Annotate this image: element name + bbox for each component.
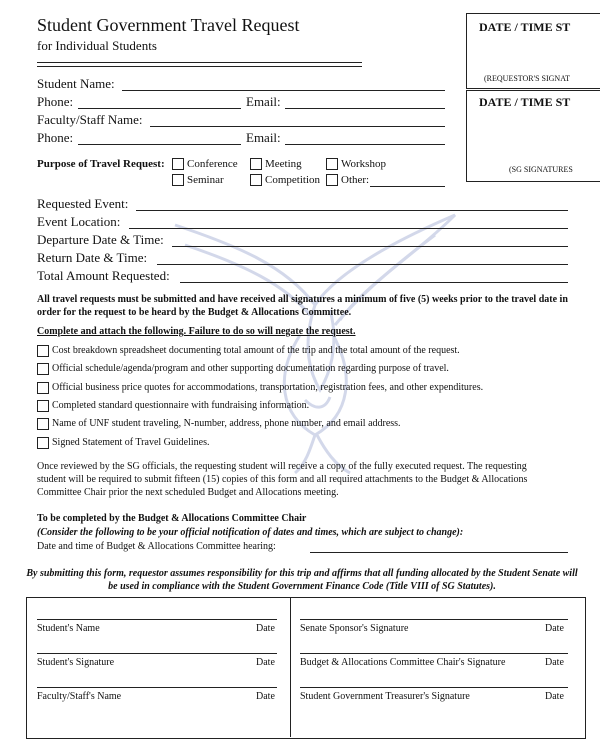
review-paragraph: Once reviewed by the SG officials, the requesting student will receive a copy of the fully executed request. The requesting student will be required to submit fifteen (15) copies of this form and all required attachments to the Budget & Allocations Committee Chair prior the next scheduled Budget and Allocations meeting. (37, 461, 528, 498)
sg-stamp-box (466, 90, 600, 182)
return-field[interactable] (157, 264, 568, 265)
date-label: Date (545, 691, 564, 702)
purpose-workshop-label: Workshop (341, 158, 386, 170)
checklist-item-label: Name of UNF student traveling, N-number, address, phone number, and email address. (52, 418, 401, 429)
faculty-staff-name-field[interactable] (150, 126, 445, 127)
faculty-staff-name-label: Faculty/Staff Name: (37, 112, 143, 127)
departure-field[interactable] (172, 246, 568, 247)
checklist-item-label: Official schedule/agenda/program and other supporting documentation regarding purpose of travel. (52, 363, 449, 374)
hearing-field[interactable] (310, 552, 568, 553)
checklist-item-checkbox[interactable] (37, 363, 49, 375)
signature-divider (290, 597, 291, 737)
purpose-seminar-label: Seminar (187, 174, 224, 186)
title-divider (37, 62, 362, 67)
checklist-item-checkbox[interactable] (37, 437, 49, 449)
purpose-meeting-checkbox[interactable] (250, 158, 262, 170)
checklist-item-label: Official business price quotes for accommodations, transportation, registration fees, and other expenditures. (52, 382, 484, 393)
checklist-item-checkbox[interactable] (37, 400, 49, 412)
sg-stamp-heading: DATE / TIME ST (479, 95, 571, 109)
faculty-staff-name-line[interactable] (37, 687, 277, 688)
checklist-item-label: Signed Statement of Travel Guidelines. (52, 437, 210, 448)
student-name-signature-label: Student's Name (37, 623, 100, 634)
date-label: Date (256, 657, 275, 668)
purpose-competition-label: Competition (265, 174, 320, 186)
phone2-field[interactable] (78, 144, 241, 145)
phone-field[interactable] (78, 108, 241, 109)
date-label: Date (256, 691, 275, 702)
senate-sponsor-signature-line[interactable] (300, 619, 568, 620)
checklist-item-checkbox[interactable] (37, 345, 49, 357)
requested-event-label: Requested Event: (37, 196, 129, 211)
committee-chair-signature-label: Budget & Allocations Committee Chair's Signature (300, 657, 506, 668)
purpose-competition-checkbox[interactable] (250, 174, 262, 186)
committee-heading: To be completed by the Budget & Allocations Committee Chair (37, 513, 307, 524)
phone2-label: Phone: (37, 130, 74, 145)
form-subtitle: for Individual Students (37, 38, 157, 53)
event-location-label: Event Location: (37, 214, 121, 229)
purpose-other-checkbox[interactable] (326, 174, 338, 186)
committee-chair-signature-line[interactable] (300, 653, 568, 654)
departure-label: Departure Date & Time: (37, 232, 164, 247)
requestor-stamp-box (466, 13, 600, 89)
faculty-staff-name-signature-label: Faculty/Staff's Name (37, 691, 122, 702)
purpose-other-field[interactable] (370, 186, 445, 187)
hearing-label: Date and time of Budget & Allocations Committee hearing: (37, 541, 276, 552)
purpose-seminar-checkbox[interactable] (172, 174, 184, 186)
email2-field[interactable] (285, 144, 445, 145)
return-label: Return Date & Time: (37, 250, 148, 265)
purpose-conference-label: Conference (187, 158, 238, 170)
total-amount-label: Total Amount Requested: (37, 268, 170, 283)
date-label: Date (545, 657, 564, 668)
requested-event-field[interactable] (136, 210, 568, 211)
requestor-stamp-heading: DATE / TIME ST (479, 20, 571, 34)
total-amount-field[interactable] (180, 282, 568, 283)
committee-instruction: (Consider the following to be your official notification of dates and times, which are subject to change): (37, 527, 464, 538)
purpose-workshop-checkbox[interactable] (326, 158, 338, 170)
checklist-item-label: Completed standard questionnaire with fundraising information. (52, 400, 310, 411)
sg-stamp-caption: (SG SIGNATURES (509, 165, 573, 174)
email2-label: Email: (246, 130, 281, 145)
purpose-conference-checkbox[interactable] (172, 158, 184, 170)
checklist-heading: Complete and attach the following. Failure to do so will negate the request. (37, 326, 356, 337)
student-name-field[interactable] (122, 90, 445, 91)
event-location-field[interactable] (129, 228, 568, 229)
treasurer-signature-label: Student Government Treasurer's Signature (300, 691, 470, 702)
purpose-label: Purpose of Travel Request: (37, 158, 165, 170)
email-field[interactable] (285, 108, 445, 109)
checklist-item-label: Cost breakdown spreadsheet documenting total amount of the trip and the total amount of the request. (52, 345, 460, 356)
agreement-statement: By submitting this form, requestor assumes responsibility for this trip and affirms that all funding allocated by the Student Senate will be used in compliance with the Student Government Finance Code (Title VIII of SG Statutes). (26, 568, 578, 592)
date-label: Date (256, 623, 275, 634)
phone-label: Phone: (37, 94, 74, 109)
email-label: Email: (246, 94, 281, 109)
senate-sponsor-signature-label: Senate Sponsor's Signature (300, 623, 409, 634)
checklist-item-checkbox[interactable] (37, 418, 49, 430)
student-signature-label: Student's Signature (37, 657, 115, 668)
treasurer-signature-line[interactable] (300, 687, 568, 688)
date-label: Date (545, 623, 564, 634)
purpose-other-label: Other: (341, 174, 370, 186)
form-title: Student Government Travel Request (37, 15, 300, 35)
requestor-stamp-caption: (REQUESTOR'S SIGNAT (484, 74, 570, 83)
student-name-signature-line[interactable] (37, 619, 277, 620)
purpose-meeting-label: Meeting (265, 158, 302, 170)
submission-notice: All travel requests must be submitted and have received all signatures a minimum of five (5) weeks prior to the travel date in order for the request to be heard by the Budget & Allocations Committee. (37, 294, 568, 318)
student-signature-line[interactable] (37, 653, 277, 654)
student-name-label: Student Name: (37, 76, 115, 91)
checklist-item-checkbox[interactable] (37, 382, 49, 394)
